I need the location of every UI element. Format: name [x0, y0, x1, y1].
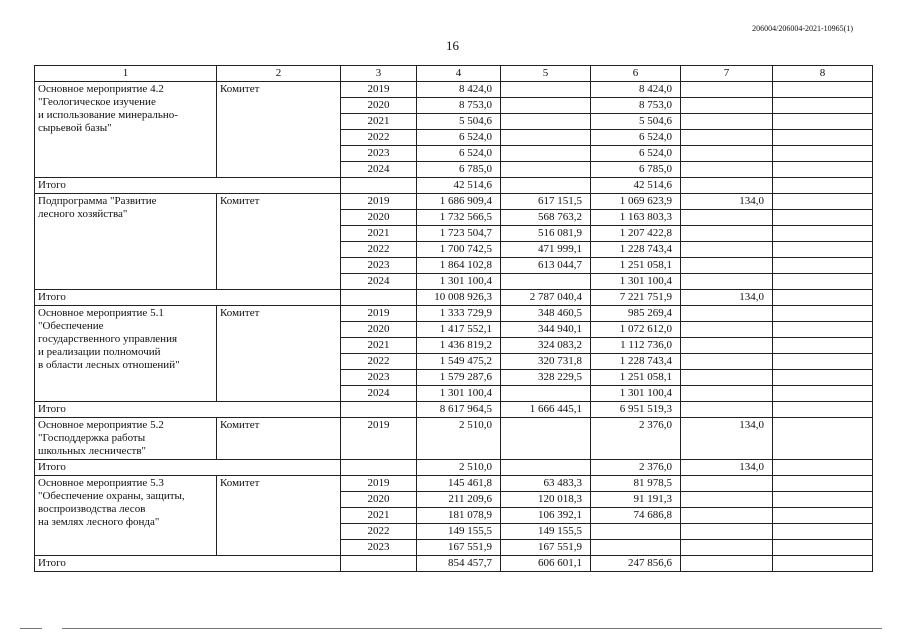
measure-description: Основное мероприятие 4.2 "Геологическое изучение и использование минерально- сырьевой базы" [35, 82, 217, 178]
table-row [35, 418, 873, 460]
amount-cell [681, 258, 773, 274]
amount-cell [681, 370, 773, 386]
total-amount-cell [501, 460, 591, 476]
year-cell: 2019 [341, 476, 417, 492]
amount-cell: 1 686 909,4 [417, 194, 501, 210]
amount-cell [681, 274, 773, 290]
amount-cell [773, 98, 873, 114]
amount-cell: 328 229,5 [501, 370, 591, 386]
total-amount-cell: 134,0 [681, 460, 773, 476]
page-number: 16 [446, 38, 459, 53]
total-amount-cell: 8 617 964,5 [417, 402, 501, 418]
amount-cell [773, 306, 873, 322]
amount-cell [501, 162, 591, 178]
column-header: 5 [501, 66, 591, 82]
executor-cell: Комитет [217, 194, 341, 290]
total-amount-cell: 2 510,0 [417, 460, 501, 476]
year-cell: 2022 [341, 130, 417, 146]
total-label: Итого [35, 402, 341, 418]
amount-cell: 348 460,5 [501, 306, 591, 322]
amount-cell [773, 146, 873, 162]
total-row [35, 290, 873, 306]
total-amount-cell [773, 460, 873, 476]
amount-cell [681, 98, 773, 114]
total-amount-cell: 42 514,6 [591, 178, 681, 194]
amount-cell [773, 476, 873, 492]
year-cell: 2022 [341, 354, 417, 370]
amount-cell: 471 999,1 [501, 242, 591, 258]
measure-description: Основное мероприятие 5.1 "Обеспечение государственного управления и реализации полномочий в области лесных отношений" [35, 306, 217, 402]
amount-cell: 1 301 100,4 [591, 386, 681, 402]
amount-cell: 1 072 612,0 [591, 322, 681, 338]
year-cell: 2019 [341, 418, 417, 460]
budget-table [34, 65, 873, 572]
amount-cell [773, 492, 873, 508]
amount-cell [501, 82, 591, 98]
amount-cell [773, 114, 873, 130]
amount-cell: 324 083,2 [501, 338, 591, 354]
amount-cell: 617 151,5 [501, 194, 591, 210]
amount-cell: 1 579 287,6 [417, 370, 501, 386]
amount-cell: 167 551,9 [501, 540, 591, 556]
year-cell: 2024 [341, 162, 417, 178]
amount-cell [501, 114, 591, 130]
amount-cell: 1 333 729,9 [417, 306, 501, 322]
amount-cell [681, 492, 773, 508]
year-cell: 2021 [341, 226, 417, 242]
amount-cell: 149 155,5 [501, 524, 591, 540]
year-cell: 2020 [341, 210, 417, 226]
amount-cell: 6 785,0 [591, 162, 681, 178]
total-year-cell [341, 178, 417, 194]
amount-cell: 1 112 736,0 [591, 338, 681, 354]
column-header: 4 [417, 66, 501, 82]
amount-cell: 6 524,0 [591, 146, 681, 162]
total-amount-cell [681, 402, 773, 418]
year-cell: 2021 [341, 338, 417, 354]
total-amount-cell: 606 601,1 [501, 556, 591, 572]
amount-cell: 134,0 [681, 194, 773, 210]
amount-cell: 1 301 100,4 [417, 274, 501, 290]
amount-cell: 1 301 100,4 [417, 386, 501, 402]
amount-cell: 134,0 [681, 418, 773, 460]
amount-cell [773, 274, 873, 290]
total-amount-cell [681, 178, 773, 194]
amount-cell: 1 207 422,8 [591, 226, 681, 242]
amount-cell [681, 114, 773, 130]
total-amount-cell: 2 787 040,4 [501, 290, 591, 306]
amount-cell: 149 155,5 [417, 524, 501, 540]
amount-cell [773, 242, 873, 258]
amount-cell: 1 301 100,4 [591, 274, 681, 290]
total-amount-cell: 854 457,7 [417, 556, 501, 572]
amount-cell [501, 418, 591, 460]
total-label: Итого [35, 460, 341, 476]
total-amount-cell [773, 178, 873, 194]
amount-cell [681, 322, 773, 338]
year-cell: 2021 [341, 114, 417, 130]
amount-cell: 1 251 058,1 [591, 370, 681, 386]
amount-cell: 8 424,0 [591, 82, 681, 98]
table-row [35, 306, 873, 322]
year-cell: 2020 [341, 322, 417, 338]
amount-cell: 106 392,1 [501, 508, 591, 524]
amount-cell: 1 069 623,9 [591, 194, 681, 210]
amount-cell [681, 146, 773, 162]
executor-cell: Комитет [217, 418, 341, 460]
table-row [35, 82, 873, 98]
amount-cell: 120 018,3 [501, 492, 591, 508]
year-cell: 2023 [341, 146, 417, 162]
year-cell: 2024 [341, 386, 417, 402]
amount-cell [681, 524, 773, 540]
measure-description: Подпрограмма "Развитие лесного хозяйства" [35, 194, 217, 290]
total-amount-cell: 2 376,0 [591, 460, 681, 476]
amount-cell [501, 130, 591, 146]
year-cell: 2019 [341, 194, 417, 210]
amount-cell: 2 376,0 [591, 418, 681, 460]
total-amount-cell: 134,0 [681, 290, 773, 306]
year-cell: 2020 [341, 492, 417, 508]
column-header: 6 [591, 66, 681, 82]
measure-description: Основное мероприятие 5.3 "Обеспечение охраны, защиты, воспроизводства лесов на землях лесного фонда" [35, 476, 217, 556]
total-year-cell [341, 290, 417, 306]
total-year-cell [341, 460, 417, 476]
year-cell: 2023 [341, 370, 417, 386]
amount-cell: 8 753,0 [417, 98, 501, 114]
total-amount-cell: 6 951 519,3 [591, 402, 681, 418]
amount-cell: 2 510,0 [417, 418, 501, 460]
total-year-cell [341, 402, 417, 418]
amount-cell: 320 731,8 [501, 354, 591, 370]
total-row [35, 402, 873, 418]
total-amount-cell [681, 556, 773, 572]
total-label: Итого [35, 178, 341, 194]
amount-cell: 211 209,6 [417, 492, 501, 508]
amount-cell [773, 508, 873, 524]
amount-cell [773, 338, 873, 354]
year-cell: 2023 [341, 540, 417, 556]
total-amount-cell: 247 856,6 [591, 556, 681, 572]
amount-cell: 6 524,0 [417, 130, 501, 146]
total-year-cell [341, 556, 417, 572]
amount-cell: 985 269,4 [591, 306, 681, 322]
footer-rule [62, 628, 882, 629]
amount-cell: 81 978,5 [591, 476, 681, 492]
table-row [35, 194, 873, 210]
amount-cell: 5 504,6 [417, 114, 501, 130]
total-amount-cell [773, 290, 873, 306]
year-cell: 2020 [341, 98, 417, 114]
amount-cell [681, 210, 773, 226]
year-cell: 2022 [341, 524, 417, 540]
amount-cell: 1 549 475,2 [417, 354, 501, 370]
amount-cell [773, 322, 873, 338]
amount-cell: 74 686,8 [591, 508, 681, 524]
amount-cell: 145 461,8 [417, 476, 501, 492]
amount-cell: 8 424,0 [417, 82, 501, 98]
amount-cell [681, 82, 773, 98]
amount-cell [681, 162, 773, 178]
total-amount-cell: 42 514,6 [417, 178, 501, 194]
amount-cell [501, 98, 591, 114]
amount-cell: 516 081,9 [501, 226, 591, 242]
executor-cell: Комитет [217, 476, 341, 556]
amount-cell [773, 194, 873, 210]
total-amount-cell: 7 221 751,9 [591, 290, 681, 306]
amount-cell [681, 508, 773, 524]
amount-cell: 1 228 743,4 [591, 354, 681, 370]
year-cell: 2021 [341, 508, 417, 524]
amount-cell: 1 864 102,8 [417, 258, 501, 274]
year-cell: 2024 [341, 274, 417, 290]
amount-cell [773, 130, 873, 146]
year-cell: 2023 [341, 258, 417, 274]
amount-cell [681, 354, 773, 370]
total-amount-cell [773, 556, 873, 572]
amount-cell: 167 551,9 [417, 540, 501, 556]
total-label: Итого [35, 556, 341, 572]
amount-cell [681, 130, 773, 146]
amount-cell: 1 417 552,1 [417, 322, 501, 338]
amount-cell: 613 044,7 [501, 258, 591, 274]
total-row [35, 556, 873, 572]
amount-cell [681, 242, 773, 258]
amount-cell: 6 785,0 [417, 162, 501, 178]
column-number-row [35, 66, 873, 82]
amount-cell [773, 540, 873, 556]
amount-cell [501, 274, 591, 290]
amount-cell: 568 763,2 [501, 210, 591, 226]
total-label: Итого [35, 290, 341, 306]
executor-cell: Комитет [217, 82, 341, 178]
amount-cell: 8 753,0 [591, 98, 681, 114]
amount-cell: 63 483,3 [501, 476, 591, 492]
year-cell: 2019 [341, 82, 417, 98]
amount-cell [681, 338, 773, 354]
amount-cell: 6 524,0 [591, 130, 681, 146]
amount-cell [591, 540, 681, 556]
total-row [35, 178, 873, 194]
amount-cell: 1 163 803,3 [591, 210, 681, 226]
column-header: 1 [35, 66, 217, 82]
amount-cell: 1 251 058,1 [591, 258, 681, 274]
total-amount-cell: 1 666 445,1 [501, 402, 591, 418]
amount-cell [773, 258, 873, 274]
amount-cell: 1 700 742,5 [417, 242, 501, 258]
amount-cell: 5 504,6 [591, 114, 681, 130]
amount-cell [773, 226, 873, 242]
amount-cell [773, 418, 873, 460]
amount-cell: 91 191,3 [591, 492, 681, 508]
amount-cell [681, 540, 773, 556]
year-cell: 2019 [341, 306, 417, 322]
amount-cell: 181 078,9 [417, 508, 501, 524]
amount-cell [773, 354, 873, 370]
amount-cell [591, 524, 681, 540]
total-row [35, 460, 873, 476]
total-amount-cell [773, 402, 873, 418]
column-header: 3 [341, 66, 417, 82]
footer-rule-short [20, 628, 42, 629]
amount-cell: 1 732 566,5 [417, 210, 501, 226]
amount-cell: 1 436 819,2 [417, 338, 501, 354]
amount-cell [681, 386, 773, 402]
amount-cell: 344 940,1 [501, 322, 591, 338]
amount-cell: 1 228 743,4 [591, 242, 681, 258]
amount-cell [773, 524, 873, 540]
amount-cell [773, 210, 873, 226]
amount-cell [501, 386, 591, 402]
amount-cell [681, 476, 773, 492]
amount-cell [773, 370, 873, 386]
amount-cell: 6 524,0 [417, 146, 501, 162]
amount-cell [681, 226, 773, 242]
table-row [35, 476, 873, 492]
amount-cell [501, 146, 591, 162]
column-header: 2 [217, 66, 341, 82]
year-cell: 2022 [341, 242, 417, 258]
measure-description: Основное мероприятие 5.2 "Господдержка работы школьных лесничеств" [35, 418, 217, 460]
total-amount-cell: 10 008 926,3 [417, 290, 501, 306]
total-amount-cell [501, 178, 591, 194]
executor-cell: Комитет [217, 306, 341, 402]
amount-cell [773, 386, 873, 402]
amount-cell [773, 82, 873, 98]
amount-cell [773, 162, 873, 178]
column-header: 8 [773, 66, 873, 82]
amount-cell [681, 306, 773, 322]
amount-cell: 1 723 504,7 [417, 226, 501, 242]
document-id: 206004/206004-2021-10965(1) [752, 24, 853, 33]
column-header: 7 [681, 66, 773, 82]
